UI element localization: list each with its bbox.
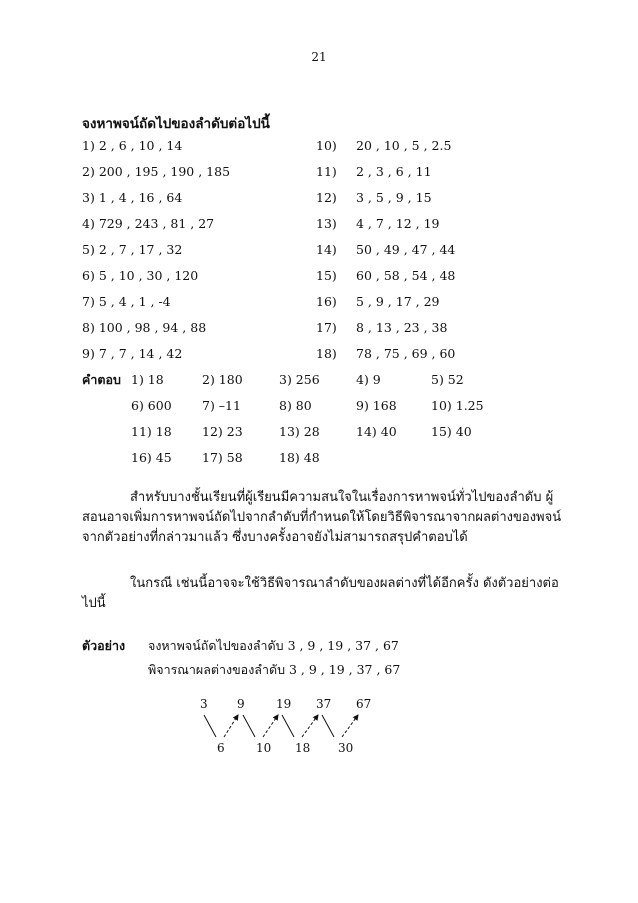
answer-item: 15) 40 <box>431 424 472 439</box>
exercise-sequence: 4 , 7 , 12 , 19 <box>356 216 440 231</box>
answer-item: 12) 23 <box>202 424 243 439</box>
answer-item: 3) 256 <box>279 372 320 387</box>
solid-line <box>322 715 334 737</box>
answer-item: 8) 80 <box>279 398 312 413</box>
answer-item: 7) –11 <box>202 398 241 413</box>
exercise-item: 7) 5 , 4 , 1 , -4 <box>82 294 171 309</box>
exercise-number: 11) <box>316 164 337 179</box>
exercise-number: 16) <box>316 294 337 309</box>
solid-line <box>243 715 255 737</box>
exercise-number: 15) <box>316 268 337 283</box>
diagram-difference: 30 <box>338 741 354 755</box>
answer-item: 10) 1.25 <box>431 398 484 413</box>
answer-item: 11) 18 <box>131 424 172 439</box>
answer-item: 13) 28 <box>279 424 320 439</box>
diagram-term: 37 <box>316 697 332 711</box>
exercise-sequence: 8 , 13 , 23 , 38 <box>356 320 448 335</box>
exercise-sequence: 60 , 58 , 54 , 48 <box>356 268 456 283</box>
exercise-item: 1) 2 , 6 , 10 , 14 <box>82 138 183 153</box>
exercise-item: 2) 200 , 195 , 190 , 185 <box>82 164 231 179</box>
difference-diagram <box>190 697 390 767</box>
explanation-paragraph: สำหรับบางชั้นเรียนที่ผู้เรียนมีความสนใจในเรื่องการหาพจน์ทั่วไปของลำดับ ผู้สอนอาจเพิ่มการหาพจน์ถัดไปจากลำดับที่กำหนดให้โดยวิธีพิจารณาจากผลต่างของพจน์จากตัวอย่างที่กล่าวมาแล้ว ซึ่งบางครั้งอาจยังไม่สามารถสรุปคำตอบได้ <box>82 490 562 545</box>
exercise-sequence: 50 , 49 , 47 , 44 <box>356 242 456 257</box>
answer-item: 6) 600 <box>131 398 172 413</box>
diagram-arrows <box>190 711 390 743</box>
answer-item: 5) 52 <box>431 372 464 387</box>
exercise-sequence: 78 , 75 , 69 , 60 <box>356 346 456 361</box>
exercise-number: 14) <box>316 242 337 257</box>
exercise-item: 6) 5 , 10 , 30 , 120 <box>82 268 199 283</box>
diagram-difference: 10 <box>256 741 272 755</box>
dashed-arrow <box>342 715 358 737</box>
diagram-term: 9 <box>237 697 245 711</box>
example-label: ตัวอย่าง <box>82 638 126 653</box>
exercise-number: 17) <box>316 320 337 335</box>
answer-item: 9) 168 <box>356 398 397 413</box>
answers-label: คำตอบ <box>82 372 121 387</box>
answer-item: 1) 18 <box>131 372 164 387</box>
exercise-heading: จงหาพจน์ถัดไปของลำดับต่อไปนี้ <box>82 116 270 132</box>
answer-item: 4) 9 <box>356 372 381 387</box>
exercise-item: 5) 2 , 7 , 17 , 32 <box>82 242 183 257</box>
answer-item: 17) 58 <box>202 450 243 465</box>
solid-line <box>204 715 216 737</box>
exercise-sequence: 2 , 3 , 6 , 11 <box>356 164 432 179</box>
diagram-term: 67 <box>356 697 372 711</box>
exercise-item: 9) 7 , 7 , 14 , 42 <box>82 346 183 361</box>
exercise-number: 10) <box>316 138 337 153</box>
diagram-term: 3 <box>200 697 208 711</box>
diagram-term: 19 <box>276 697 292 711</box>
exercise-number: 12) <box>316 190 337 205</box>
answer-item: 16) 45 <box>131 450 172 465</box>
exercise-item: 4) 729 , 243 , 81 , 27 <box>82 216 215 231</box>
solid-line <box>282 715 294 737</box>
exercise-sequence: 20 , 10 , 5 , 2.5 <box>356 138 452 153</box>
exercise-item: 8) 100 , 98 , 94 , 88 <box>82 320 207 335</box>
explanation-paragraph-2: ในกรณี เช่นนี้อาจจะใช้วิธีพิจารณาลำดับของผลต่างที่ได้อีกครั้ง ดังตัวอย่างต่อไปนี้ <box>82 576 559 611</box>
exercise-number: 13) <box>316 216 337 231</box>
example-line: พิจารณาผลต่างของลำดับ 3 , 9 , 19 , 37 , 67 <box>148 662 401 677</box>
dashed-arrow <box>224 715 238 737</box>
diagram-difference: 6 <box>217 741 225 755</box>
example-line: จงหาพจน์ถัดไปของลำดับ 3 , 9 , 19 , 37 , 67 <box>148 638 399 653</box>
answer-item: 2) 180 <box>202 372 243 387</box>
exercise-sequence: 5 , 9 , 17 , 29 <box>356 294 440 309</box>
dashed-arrow <box>263 715 278 737</box>
exercise-number: 18) <box>316 346 337 361</box>
answer-item: 14) 40 <box>356 424 397 439</box>
dashed-arrow <box>302 715 318 737</box>
exercise-item: 3) 1 , 4 , 16 , 64 <box>82 190 183 205</box>
page-number: 21 <box>311 50 327 64</box>
exercise-sequence: 3 , 5 , 9 , 15 <box>356 190 432 205</box>
diagram-difference: 18 <box>295 741 311 755</box>
answer-item: 18) 48 <box>279 450 320 465</box>
